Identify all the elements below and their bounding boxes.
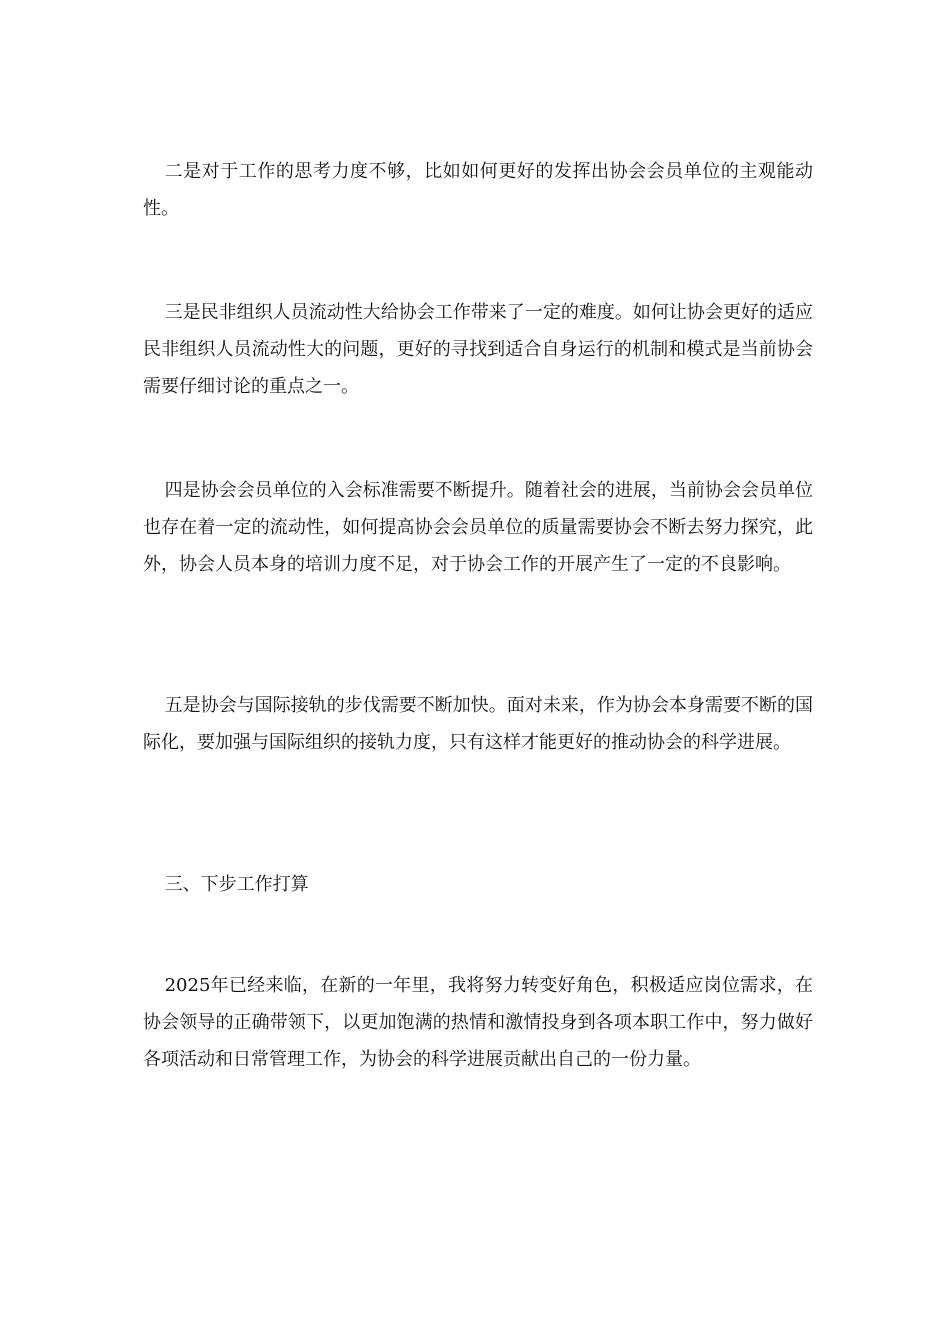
closing-paragraph: 2025年已经来临，在新的一年里，我将努力转变好角色，积极适应岗位需求，在协会领导的正确带领下，以更加饱满的热情和激情投身到各项本职工作中，努力做好各项活动和日常管理工作，为协会的科学进展贡献出自己的一份力量。: [143, 975, 813, 1070]
section-heading: 三、下步工作打算: [164, 874, 309, 895]
paragraph-5: 五是协会与国际接轨的步伐需要不断加快。面对未来，作为协会本身需要不断的国际化，要加强与国际组织的接轨力度，只有这样才能更好的推动协会的科学进展。: [143, 695, 813, 753]
paragraph-2: 二是对于工作的思考力度不够，比如如何更好的发挥出协会会员单位的主观能动性。: [143, 161, 813, 219]
paragraph-3: 三是民非组织人员流动性大给协会工作带来了一定的难度。如何让协会更好的适应民非组织人员流动性大的问题，更好的寻找到适合自身运行的机制和模式是当前协会需要仔细讨论的重点之一。: [143, 302, 813, 397]
paragraph-4: 四是协会会员单位的入会标准需要不断提升。随着社会的进展，当前协会会员单位也存在着一定的流动性，如何提高协会会员单位的质量需要协会不断去努力探究，此外，协会人员本身的培训力度不足，对于协会工作的开展产生了一定的不良影响。: [143, 480, 813, 575]
